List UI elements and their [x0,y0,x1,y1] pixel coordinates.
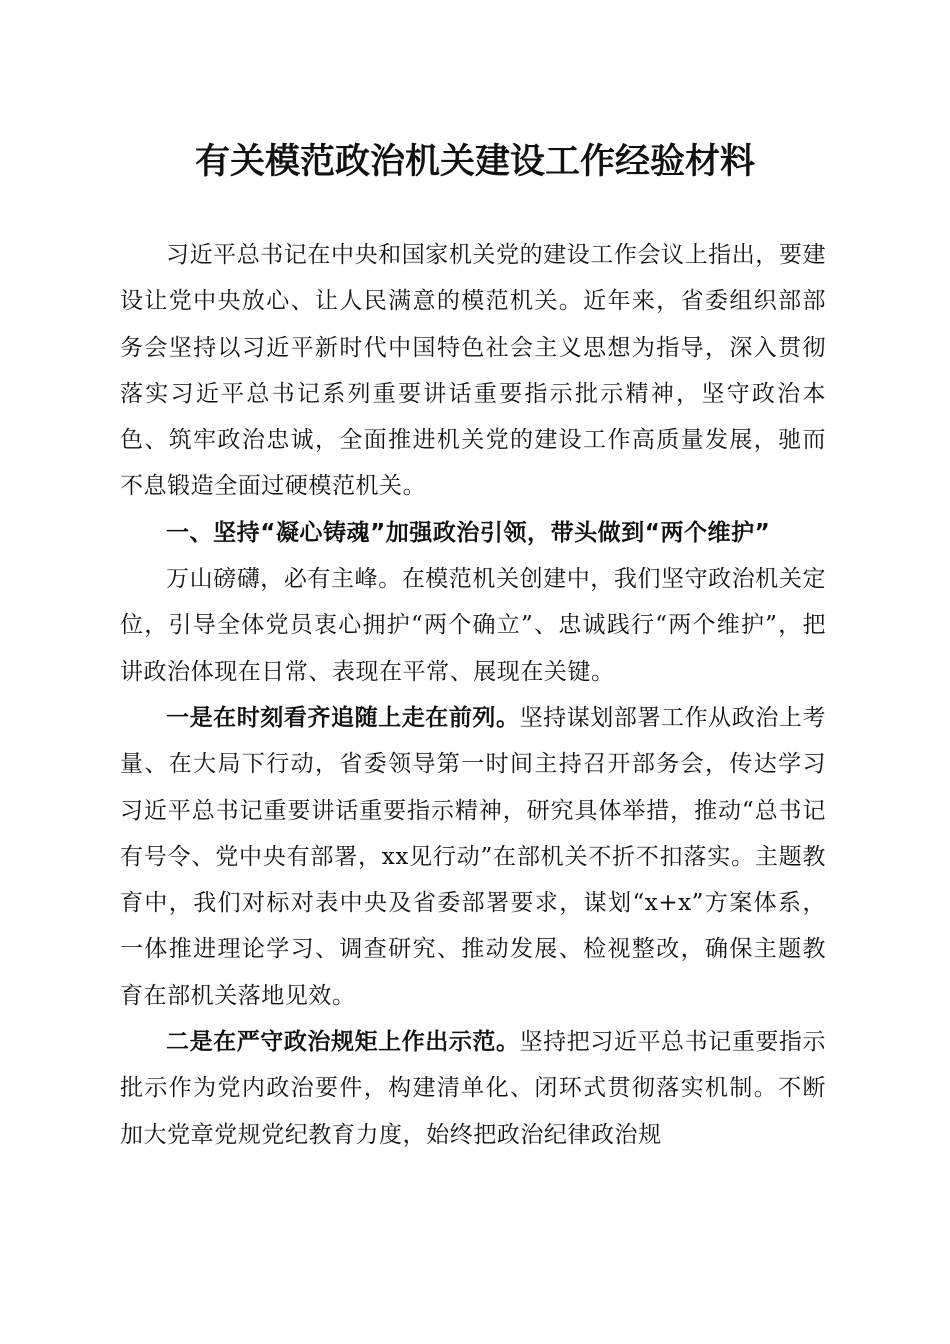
section-heading: 一、坚持“凝心铸魂”加强政治引领，带头做到“两个维护” [166,519,771,546]
document-title: 有关模范政治机关建设工作经验材料 [194,141,755,182]
point-two-body: 坚持把习近平总书记重要指示批示作为党内政治要件，构建清单化、闭环式贯彻落实机制。不断加大党章党规党纪教育力度，始终把政治纪律政治规 [120,1029,827,1148]
point-two-lead: 二是在严守政治规矩上作出示范。 [166,1028,520,1056]
point-one-body: 坚持谋划部署工作从政治上考量、在大局下行动，省委领导第一时间主持召开部务会，传达学习习近平总书记重要讲话重要指示精神，研究具体举措，推动“总书记有号令、党中央有部署，xx见行动”在部机关不折不扣落实。主题教育中，我们对标对表中央及省委部署要求，谋划“x+x”方案体系，一体推进理论学习、调查研究、推动发展、检视整改，确保主题教育在部机关落地见效。 [120,704,827,1009]
section-intro-paragraph: 万山磅礴，必有主峰。在模范机关创建中，我们坚守政治机关定位，引导全体党员衷心拥护“两个确立”、忠诚践行“两个维护”，把讲政治体现在日常、表现在平常、展现在关键。 [120,566,826,685]
point-one-paragraph [120,695,826,1019]
point-two-paragraph [120,1019,826,1158]
point-one-lead: 一是在时刻看齐追随上走在前列。 [166,703,520,731]
intro-paragraph: 习近平总书记在中央和国家机关党的建设工作会议上指出，要建设让党中央放心、让人民满意的模范机关。近年来，省委组织部部务会坚持以习近平新时代中国特色社会主义思想为指导，深入贯彻落实习近平总书记系列重要讲话重要指示批示精神，坚守政治本色、筑牢政治忠诚，全面推进机关党的建设工作高质量发展，驰而不息锻造全面过硬模范机关。 [120,242,826,500]
document-body [120,232,826,1158]
